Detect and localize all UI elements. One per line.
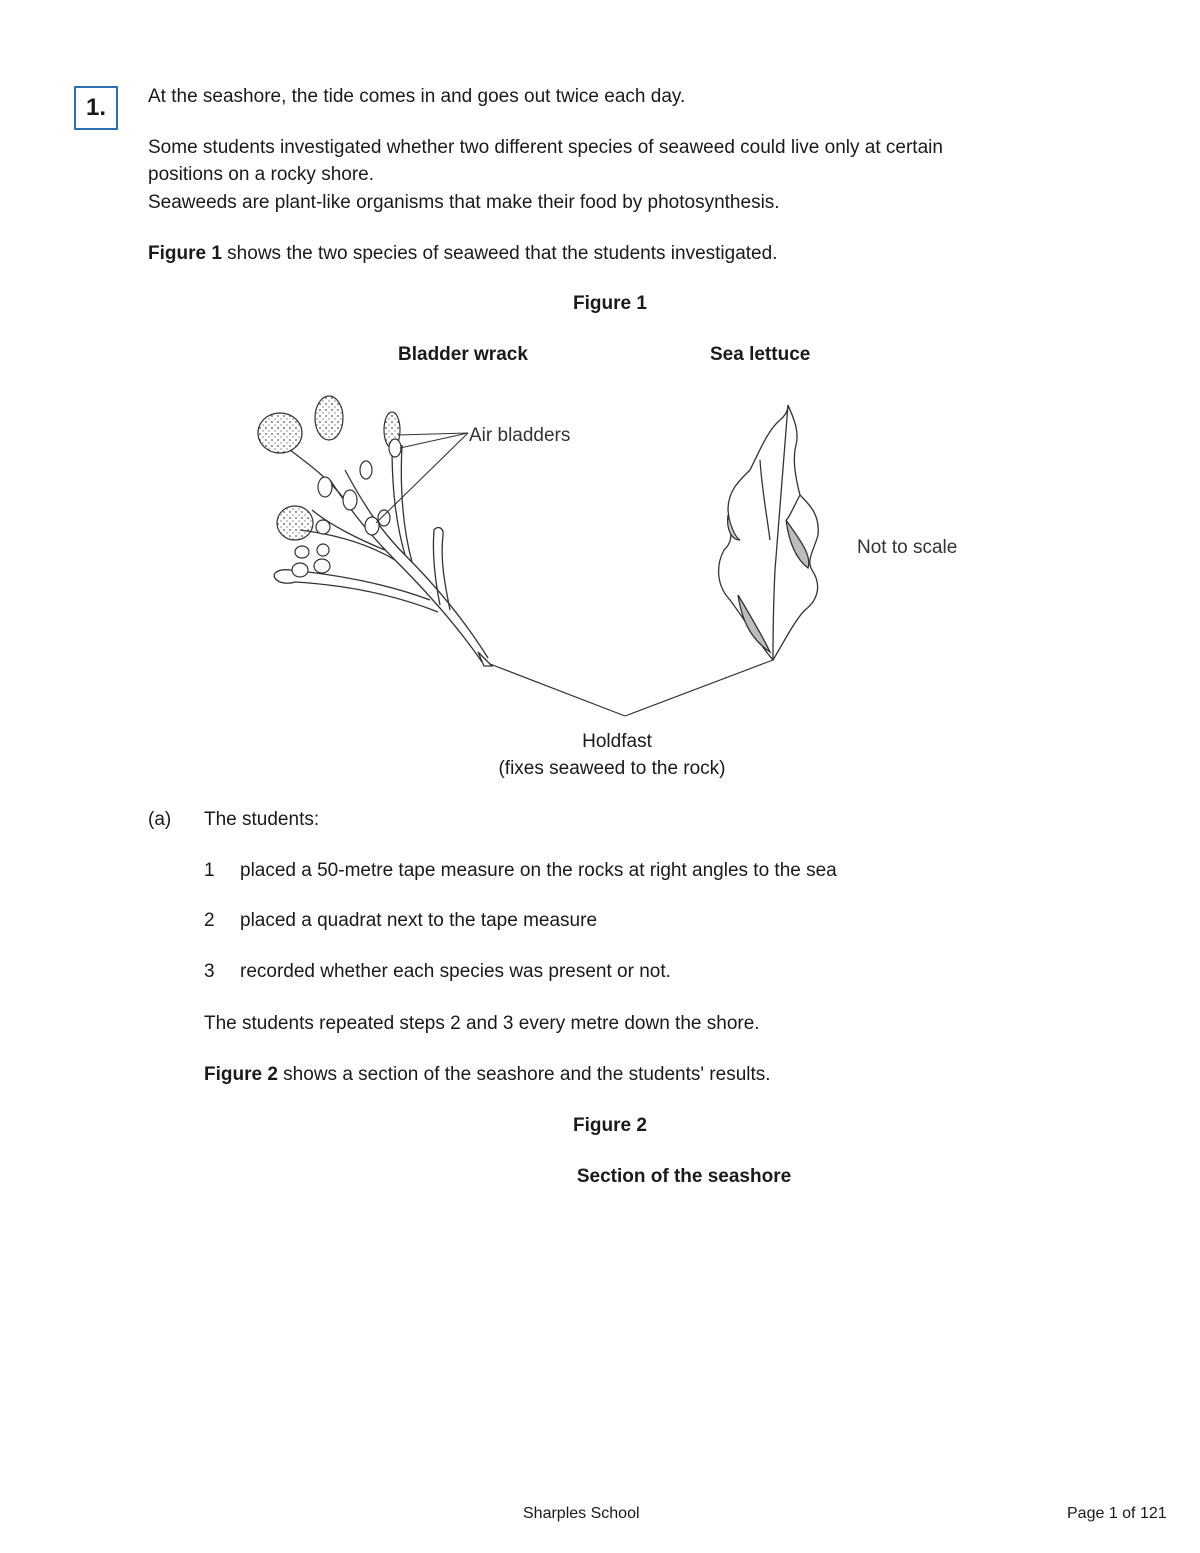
- air-bladders: [292, 439, 401, 577]
- figure-2-intro-text: shows a section of the seashore and the students' results.: [277, 1064, 771, 1085]
- footer-school-name: Sharples School: [523, 1505, 640, 1522]
- sea-lettuce-label: Sea lettuce: [710, 344, 811, 365]
- intro-paragraph-4-text: shows the two species of seaweed that the students investigated.: [221, 243, 778, 264]
- seaweed-figure: [0, 390, 1200, 730]
- intro-paragraph-1: At the seashore, the tide comes in and goes out twice each day.: [148, 86, 686, 107]
- figure-2-intro: [204, 1064, 771, 1086]
- intro-paragraph-3: Seaweeds are plant-like organisms that make their food by photosynthesis.: [148, 192, 780, 213]
- step-2-text: placed a quadrat next to the tape measure: [240, 910, 598, 931]
- intro-paragraph-2-line-2: positions on a rocky shore.: [148, 164, 375, 185]
- figure-1-title: Figure 1: [573, 293, 647, 314]
- part-a-lead: The students:: [204, 809, 320, 830]
- footer-page-number: Page 1 of 121: [1067, 1505, 1167, 1522]
- sea-lettuce-drawing: [719, 405, 819, 660]
- figure-2-title: Figure 2: [573, 1115, 647, 1136]
- air-bladders-label: Air bladders: [469, 425, 571, 446]
- intro-paragraph-2-line-1: Some students investigated whether two different species of seaweed could live only at certain: [148, 137, 943, 158]
- holdfast-label: Holdfast: [582, 731, 652, 752]
- holdfast-description: (fixes seaweed to the rock): [498, 758, 726, 779]
- question-number-box: 1.: [74, 86, 118, 130]
- part-a-label: (a): [148, 809, 172, 830]
- holdfast-pointer: [490, 660, 773, 716]
- step-1-number: 1: [204, 860, 215, 881]
- repeat-steps-text: The students repeated steps 2 and 3 every metre down the shore.: [204, 1013, 760, 1034]
- not-to-scale-label: Not to scale: [857, 537, 958, 558]
- figure-2-reference: Figure 2: [204, 1064, 278, 1085]
- step-3-number: 3: [204, 961, 215, 982]
- step-3-text: recorded whether each species was present or not.: [240, 961, 671, 982]
- intro-paragraph-4: [148, 243, 777, 265]
- step-2-number: 2: [204, 910, 215, 931]
- figure-2-subtitle: Section of the seashore: [576, 1166, 792, 1187]
- bladder-wrack-label: Bladder wrack: [398, 344, 528, 365]
- figure-1-reference: Figure 1: [148, 243, 222, 264]
- step-1-text: placed a 50-metre tape measure on the rocks at right angles to the sea: [240, 860, 837, 881]
